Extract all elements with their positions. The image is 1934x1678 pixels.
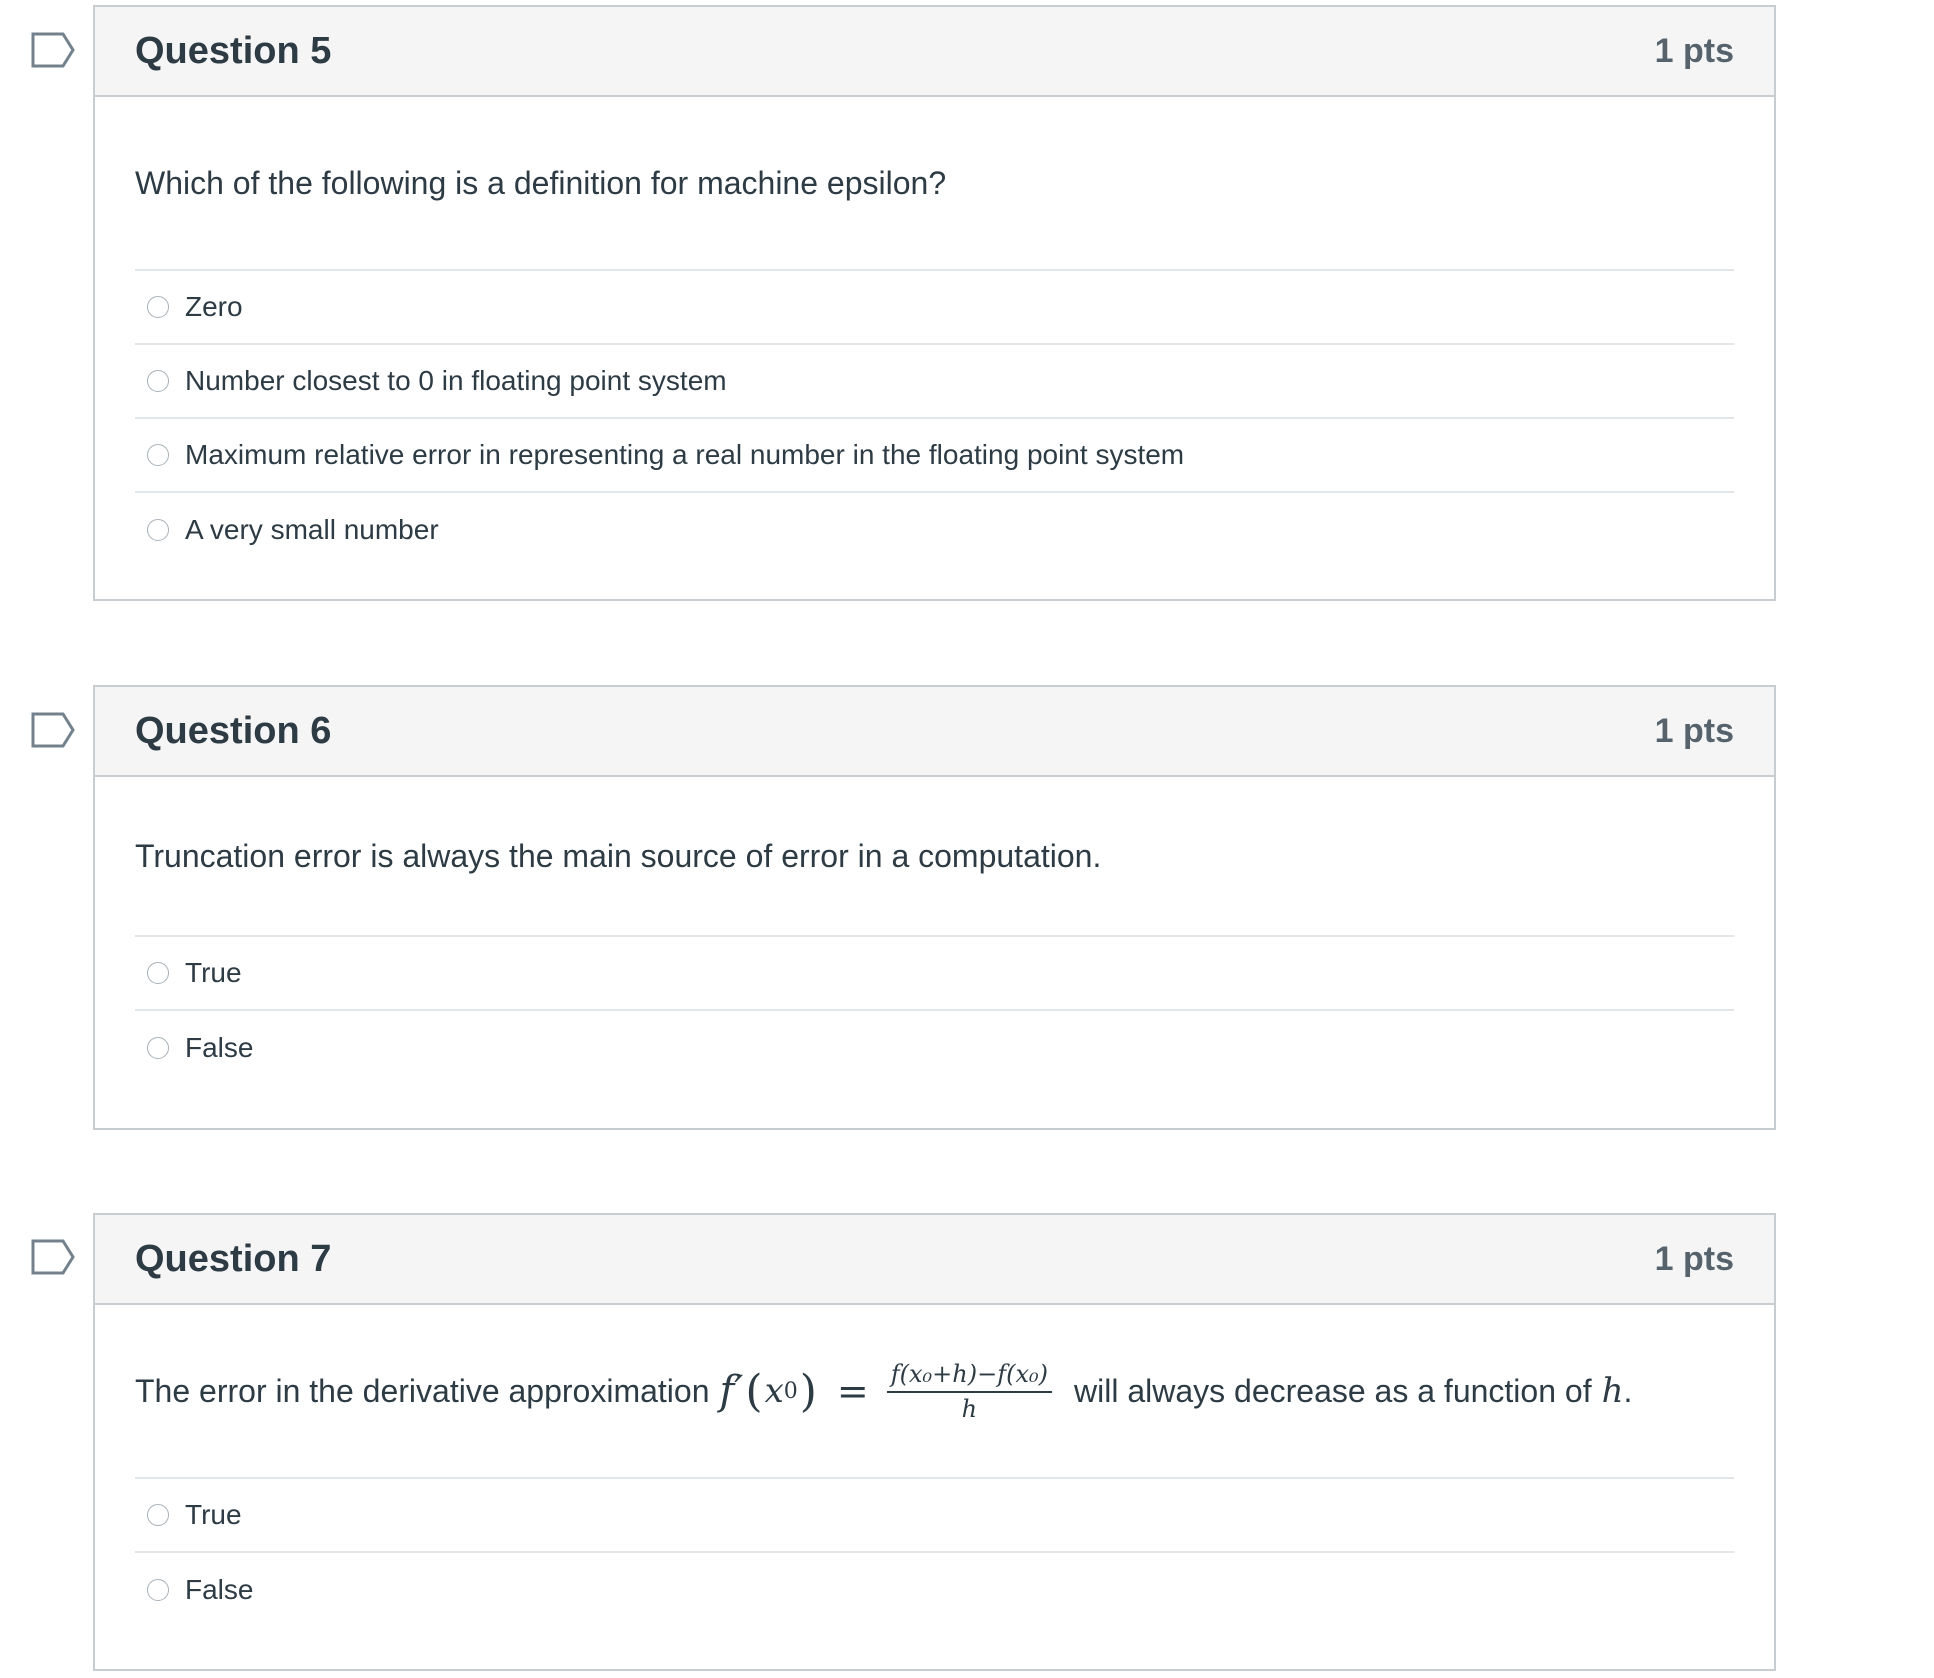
answer-label: False: [185, 1574, 254, 1605]
question-points: 1 pts: [1654, 1239, 1734, 1278]
answer-label: Number closest to 0 in floating point system: [185, 365, 727, 396]
math-variable: x: [764, 1371, 784, 1411]
radio-button[interactable]: [147, 444, 169, 466]
radio-button[interactable]: [147, 1037, 169, 1059]
answer-label: False: [185, 1032, 254, 1063]
math-denominator: h: [961, 1394, 978, 1423]
question-card: [93, 685, 1776, 1130]
answer-option[interactable]: [135, 271, 1734, 345]
question-points: 1 pts: [1654, 711, 1734, 750]
math-paren: (: [745, 1365, 763, 1417]
radio-button[interactable]: [147, 962, 169, 984]
question-points: 1 pts: [1654, 31, 1734, 70]
radio-button[interactable]: [147, 1504, 169, 1526]
answer-label: True: [185, 957, 242, 988]
answer-label: Zero: [185, 291, 243, 322]
answer-option[interactable]: [135, 1479, 1734, 1553]
answer-option[interactable]: [135, 1553, 1734, 1627]
flag-question-icon[interactable]: [31, 32, 75, 68]
question-text: Truncation error is always the main source of error in a computation.: [135, 837, 1102, 874]
answer-label: A very small number: [185, 514, 439, 545]
answer-list: [135, 1477, 1734, 1627]
question-header: [95, 1215, 1774, 1305]
question-text: [135, 1305, 1734, 1477]
question-card: [93, 5, 1776, 601]
math-numerator: f(x₀+h)−f(x₀): [887, 1360, 1052, 1393]
question-body: [95, 777, 1774, 1085]
question-text-end: .: [1623, 1372, 1633, 1409]
answer-option[interactable]: [135, 419, 1734, 493]
question-body: [95, 97, 1774, 567]
answer-label: Maximum relative error in representing a real number in the floating point system: [185, 439, 1185, 470]
math-variable-h: h: [1601, 1371, 1624, 1411]
question-title: Question 7: [135, 1237, 332, 1280]
derivative-formula: [720, 1360, 1064, 1423]
question-header: [95, 7, 1774, 97]
flag-question-icon[interactable]: [31, 1239, 75, 1275]
answer-option[interactable]: [135, 345, 1734, 419]
answer-label: True: [185, 1499, 242, 1530]
math-equals: =: [836, 1369, 869, 1413]
answer-list: [135, 269, 1734, 567]
question-body: [95, 1305, 1774, 1627]
answer-list: [135, 935, 1734, 1085]
radio-button[interactable]: [147, 519, 169, 541]
question-text-before: The error in the derivative approximation: [135, 1372, 710, 1409]
question-text: Which of the following is a definition for machine epsilon?: [135, 164, 947, 201]
question-header: [95, 687, 1774, 777]
radio-button[interactable]: [147, 296, 169, 318]
answer-option[interactable]: [135, 1011, 1734, 1085]
radio-button[interactable]: [147, 370, 169, 392]
question-title: Question 6: [135, 709, 332, 752]
math-fraction: [887, 1360, 1052, 1423]
question-text-after: will always decrease as a function of: [1073, 1372, 1592, 1409]
math-paren: ): [799, 1365, 817, 1417]
answer-option[interactable]: [135, 937, 1734, 1011]
math-function: f′: [719, 1368, 744, 1414]
math-subscript: 0: [783, 1378, 798, 1404]
flag-question-icon[interactable]: [31, 712, 75, 748]
question-title: Question 5: [135, 29, 332, 72]
question-card: [93, 1213, 1776, 1671]
answer-option[interactable]: [135, 493, 1734, 567]
radio-button[interactable]: [147, 1579, 169, 1601]
